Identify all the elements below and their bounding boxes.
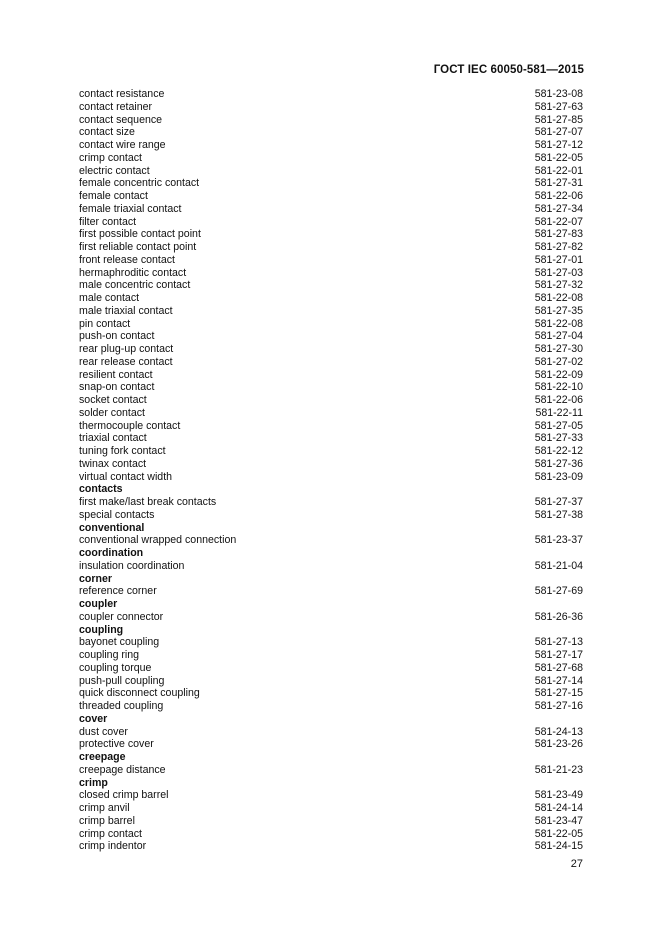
index-code: 581-27-13 xyxy=(534,636,583,649)
index-code: 581-27-31 xyxy=(534,177,583,190)
index-code: 581-27-04 xyxy=(534,330,583,343)
index-term: socket contact xyxy=(79,394,147,406)
index-code: 581-27-14 xyxy=(534,674,583,687)
index-entry-row xyxy=(79,458,583,471)
index-term: coupling ring xyxy=(79,649,140,661)
index-code: 581-24-13 xyxy=(534,725,583,738)
index-code: 581-27-01 xyxy=(534,253,583,266)
index-entry-row xyxy=(79,203,583,216)
page-number: 27 xyxy=(570,858,583,870)
index-entry-row xyxy=(79,114,583,127)
index-code: 581-27-85 xyxy=(534,113,583,126)
index-entry-row xyxy=(79,165,583,178)
index-heading-row xyxy=(79,777,583,790)
index-term: contact sequence xyxy=(79,113,163,126)
index-term: female triaxial contact xyxy=(79,202,182,215)
index-heading: coordination xyxy=(79,547,144,559)
index-entry-row xyxy=(79,241,583,254)
index-entry-row xyxy=(79,649,583,662)
index-code: 581-22-10 xyxy=(534,381,583,394)
index-entry-row xyxy=(79,700,583,713)
index-entry-row xyxy=(79,420,583,433)
index-code: 581-22-08 xyxy=(534,292,583,304)
index-code: 581-22-05 xyxy=(534,151,583,164)
index-entry-row xyxy=(79,611,583,624)
index-term: reference corner xyxy=(79,585,157,598)
index-term: coupling torque xyxy=(79,661,152,674)
index-term: triaxial contact xyxy=(79,432,147,445)
index-heading: conventional xyxy=(79,521,145,534)
index-heading: creepage xyxy=(79,751,126,763)
index-term: rear plug-up contact xyxy=(79,343,174,355)
index-code: 581-27-07 xyxy=(534,126,583,139)
index-heading-row xyxy=(79,522,583,535)
index-term: snap-on contact xyxy=(79,381,155,394)
index-heading-row xyxy=(79,598,583,611)
index-code: 581-27-35 xyxy=(534,304,583,317)
index-entry-row xyxy=(79,726,583,739)
index-code: 581-27-37 xyxy=(534,496,583,508)
index-term: tuning fork contact xyxy=(79,445,166,457)
index-code: 581-22-12 xyxy=(534,445,583,457)
index-term: insulation coordination xyxy=(79,559,185,572)
index-term: female concentric contact xyxy=(79,177,200,190)
index-code: 581-22-06 xyxy=(534,190,583,202)
index-term: male contact xyxy=(79,292,140,304)
index-entry-row xyxy=(79,815,583,828)
index-term: protective cover xyxy=(79,738,154,751)
index-entry-row xyxy=(79,356,583,369)
index-term: crimp indentor xyxy=(79,840,147,853)
index-code: 581-27-12 xyxy=(534,139,583,151)
term-index xyxy=(79,88,583,853)
index-code: 581-27-63 xyxy=(534,100,583,113)
index-term: coupler connector xyxy=(79,610,164,623)
index-entry-row xyxy=(79,126,583,139)
index-term: threaded coupling xyxy=(79,700,164,712)
index-term: thermocouple contact xyxy=(79,419,181,432)
index-term: resilient contact xyxy=(79,368,153,381)
index-term: push-pull coupling xyxy=(79,674,165,687)
index-entry-row xyxy=(79,738,583,751)
index-entry-row xyxy=(79,88,583,101)
index-code: 581-27-02 xyxy=(534,355,583,368)
index-entry-row xyxy=(79,177,583,190)
index-entry-row xyxy=(79,254,583,267)
index-code: 581-22-08 xyxy=(534,317,583,330)
index-entry-row xyxy=(79,279,583,292)
index-code: 581-22-11 xyxy=(535,406,583,419)
index-code: 581-27-38 xyxy=(534,508,583,521)
index-entry-row xyxy=(79,267,583,280)
index-entry-row xyxy=(79,828,583,841)
index-entry-row xyxy=(79,292,583,305)
index-heading: contacts xyxy=(79,483,123,496)
index-entry-row xyxy=(79,687,583,700)
index-term: contact size xyxy=(79,126,135,139)
index-heading-row xyxy=(79,573,583,586)
index-heading-row xyxy=(79,713,583,726)
index-term: male triaxial contact xyxy=(79,304,173,317)
index-code: 581-21-04 xyxy=(534,559,583,572)
index-term: closed crimp barrel xyxy=(79,789,169,802)
index-heading-row xyxy=(79,751,583,764)
index-entry-row xyxy=(79,330,583,343)
index-term: electric contact xyxy=(79,164,150,177)
index-entry-row xyxy=(79,840,583,853)
index-term: dust cover xyxy=(79,725,128,738)
index-entry-row xyxy=(79,496,583,509)
index-code: 581-27-05 xyxy=(534,419,583,432)
index-heading: coupling xyxy=(79,623,124,636)
index-entry-row xyxy=(79,432,583,445)
index-code: 581-27-17 xyxy=(534,649,583,661)
index-code: 581-27-36 xyxy=(534,457,583,470)
index-entry-row xyxy=(79,101,583,114)
index-code: 581-23-49 xyxy=(534,789,583,802)
index-code: 581-27-16 xyxy=(534,700,583,712)
index-term: push-on contact xyxy=(79,330,155,343)
index-term: rear release contact xyxy=(79,355,173,368)
index-entry-row xyxy=(79,662,583,675)
index-code: 581-27-69 xyxy=(534,585,583,598)
index-code: 581-27-83 xyxy=(534,228,583,241)
index-term: conventional wrapped connection xyxy=(79,534,237,547)
index-code: 581-27-15 xyxy=(534,687,583,700)
index-code: 581-24-14 xyxy=(534,802,583,814)
standard-header: ГОСТ IEC 60050-581—2015 xyxy=(433,64,584,76)
index-entry-row xyxy=(79,764,583,777)
index-entry-row xyxy=(79,407,583,420)
index-entry-row xyxy=(79,802,583,815)
index-term: bayonet coupling xyxy=(79,636,160,649)
index-term: quick disconnect coupling xyxy=(79,687,200,700)
index-entry-row xyxy=(79,369,583,382)
index-code: 581-22-05 xyxy=(534,827,583,840)
index-term: contact wire range xyxy=(79,139,166,151)
index-term: hermaphroditic contact xyxy=(79,266,187,279)
index-entry-row xyxy=(79,471,583,484)
index-heading-row xyxy=(79,547,583,560)
index-entry-row xyxy=(79,789,583,802)
index-code: 581-23-08 xyxy=(534,88,583,100)
index-entry-row xyxy=(79,509,583,522)
index-heading-row xyxy=(79,483,583,496)
index-code: 581-27-34 xyxy=(534,202,583,215)
index-code: 581-23-47 xyxy=(534,814,583,827)
index-entry-row xyxy=(79,585,583,598)
index-entry-row xyxy=(79,228,583,241)
index-entry-row xyxy=(79,675,583,688)
index-code: 581-23-26 xyxy=(534,738,583,751)
index-entry-row xyxy=(79,190,583,203)
index-code: 581-27-32 xyxy=(534,279,583,292)
index-term: first make/last break contacts xyxy=(79,496,217,508)
index-code: 581-27-03 xyxy=(534,266,583,279)
index-entry-row xyxy=(79,560,583,573)
index-term: contact retainer xyxy=(79,100,153,113)
index-term: contact resistance xyxy=(79,88,165,100)
index-entry-row xyxy=(79,305,583,318)
index-entry-row xyxy=(79,139,583,152)
index-term: filter contact xyxy=(79,215,137,228)
index-code: 581-22-06 xyxy=(534,394,583,406)
index-entry-row xyxy=(79,381,583,394)
index-code: 581-27-30 xyxy=(534,343,583,355)
index-term: pin contact xyxy=(79,317,131,330)
index-entry-row xyxy=(79,216,583,229)
index-term: virtual contact width xyxy=(79,470,173,483)
index-term: solder contact xyxy=(79,406,145,419)
index-entry-row xyxy=(79,343,583,356)
index-term: crimp anvil xyxy=(79,802,130,814)
index-code: 581-22-01 xyxy=(534,164,583,177)
index-term: female contact xyxy=(79,190,148,202)
index-term: twinax contact xyxy=(79,457,147,470)
index-heading: coupler xyxy=(79,598,118,610)
index-heading: corner xyxy=(79,572,112,585)
index-code: 581-23-09 xyxy=(534,470,583,483)
index-code: 581-26-36 xyxy=(534,610,583,623)
index-entry-row xyxy=(79,534,583,547)
index-term: special contacts xyxy=(79,508,155,521)
index-entry-row xyxy=(79,445,583,458)
index-code: 581-27-33 xyxy=(534,432,583,445)
index-term: first possible contact point xyxy=(79,228,201,241)
index-code: 581-22-07 xyxy=(534,215,583,228)
index-term: front release contact xyxy=(79,253,175,266)
index-code: 581-27-68 xyxy=(534,661,583,674)
index-term: creepage distance xyxy=(79,763,166,776)
index-entry-row xyxy=(79,318,583,331)
index-term: crimp contact xyxy=(79,151,142,164)
index-entry-row xyxy=(79,636,583,649)
index-term: first reliable contact point xyxy=(79,241,197,253)
index-term: crimp barrel xyxy=(79,814,135,827)
index-term: crimp contact xyxy=(79,827,142,840)
index-code: 581-27-82 xyxy=(534,241,583,253)
index-code: 581-22-09 xyxy=(534,368,583,381)
index-entry-row xyxy=(79,152,583,165)
index-code: 581-24-15 xyxy=(534,840,583,853)
index-heading: cover xyxy=(79,712,108,725)
index-code: 581-23-37 xyxy=(534,534,583,547)
index-heading: crimp xyxy=(79,776,108,789)
index-code: 581-21-23 xyxy=(534,763,583,776)
index-heading-row xyxy=(79,624,583,637)
index-entry-row xyxy=(79,394,583,407)
index-term: male concentric contact xyxy=(79,279,191,292)
